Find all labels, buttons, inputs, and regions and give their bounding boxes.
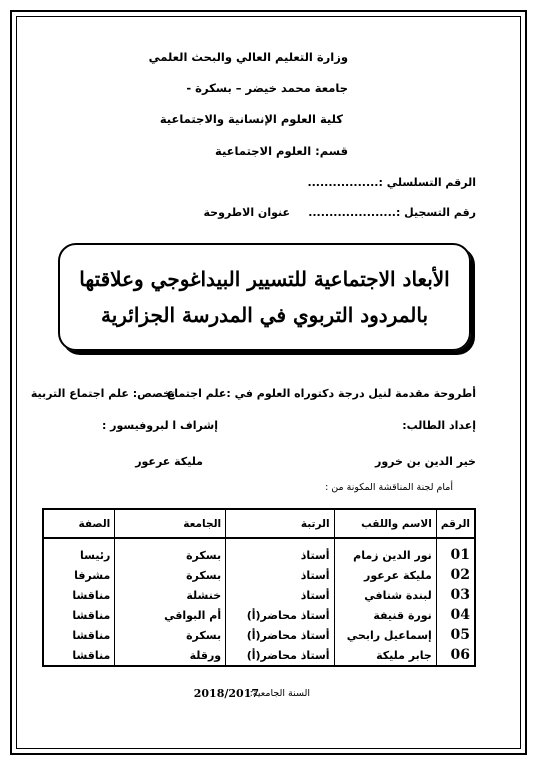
academic-year: 2018/2017 — [193, 687, 259, 700]
member-name: مليكة عرعور — [334, 565, 436, 585]
member-university: بسكرة — [115, 538, 226, 565]
student-name: خير الدين بن خرور — [374, 455, 476, 468]
header-rank: الرتبة — [226, 509, 334, 538]
member-rank: أستاذ محاضر(أ) — [226, 605, 334, 625]
member-rank: أستاذ محاضر(أ) — [226, 625, 334, 645]
header-role: الصفة — [43, 509, 115, 538]
thesis-title-line-2: بالمردود التربوي في المدرسة الجزائرية — [100, 303, 429, 327]
member-university: بسكرة — [115, 625, 226, 645]
academic-year-label: السنة الجامعية: — [249, 688, 310, 699]
member-university: خنشلة — [115, 585, 226, 605]
supervisor-label: إشراف ا لبروفيسور : — [101, 419, 218, 432]
member-rank: أستاذ — [226, 585, 334, 605]
member-name: نورة قنيفة — [334, 605, 436, 625]
row-number: 02 — [436, 565, 475, 585]
member-role: مناقشا — [43, 585, 115, 605]
member-role: مشرفا — [43, 565, 115, 585]
member-name: إسماعيل رابحي — [334, 625, 436, 645]
thesis-title-label: عنوان الاطروحة — [203, 206, 290, 219]
committee-table — [42, 508, 476, 667]
table-row — [43, 645, 475, 666]
member-name: لبندة شنافي — [334, 585, 436, 605]
table-row — [43, 625, 475, 645]
thesis-title-box — [58, 243, 471, 351]
table-header-row — [43, 509, 475, 538]
supervisor-name: مليكة عرعور — [135, 455, 203, 468]
row-number: 01 — [436, 538, 475, 565]
header-name: الاسم واللقب — [334, 509, 436, 538]
member-name: جابر مليكة — [334, 645, 436, 666]
table-row — [43, 538, 475, 565]
member-role: مناقشا — [43, 645, 115, 666]
department-name: قسم: العلوم الاجتماعية — [215, 144, 348, 158]
row-number: 05 — [436, 625, 475, 645]
thesis-title-line-1: الأبعاد الاجتماعية للتسيير البيداغوجي وعلاقتها — [79, 267, 450, 291]
row-number: 03 — [436, 585, 475, 605]
member-rank: أستاذ — [226, 565, 334, 585]
thesis-purpose: أطروحة مقدمة لنيل درجة دكتوراه العلوم في :علم اجتماع — [166, 387, 476, 400]
member-role: مناقشا — [43, 605, 115, 625]
header-university: الجامعة — [115, 509, 226, 538]
member-role: رئيسا — [43, 538, 115, 565]
row-number: 06 — [436, 645, 475, 666]
university-name: جامعة محمد خيضر – بسكرة - — [186, 81, 348, 95]
row-number: 04 — [436, 605, 475, 625]
member-university: بسكرة — [115, 565, 226, 585]
ministry-name: وزارة التعليم العالي والبحث العلمي — [148, 50, 348, 64]
serial-number-field: الرقم التسلسلي :................. — [307, 176, 476, 189]
specialization: تخصص: علم اجتماع التربية — [30, 387, 175, 400]
faculty-name: كلية العلوم الإنسانية والاجتماعية — [159, 112, 343, 126]
member-university: ورقلة — [115, 645, 226, 666]
table-row — [43, 605, 475, 625]
committee-label: أمام لجنة المناقشة المكونة من : — [325, 482, 453, 493]
header-number: الرقم — [436, 509, 475, 538]
registration-number-field: رقم التسجيل :..................... — [308, 206, 476, 219]
member-university: أم البواقي — [115, 605, 226, 625]
member-rank: أستاذ — [226, 538, 334, 565]
member-role: مناقشا — [43, 625, 115, 645]
table-row — [43, 585, 475, 605]
student-label: إعداد الطالب: — [402, 419, 476, 432]
member-name: نور الدين زمام — [334, 538, 436, 565]
table-row — [43, 565, 475, 585]
member-rank: أستاذ محاضر(أ) — [226, 645, 334, 666]
